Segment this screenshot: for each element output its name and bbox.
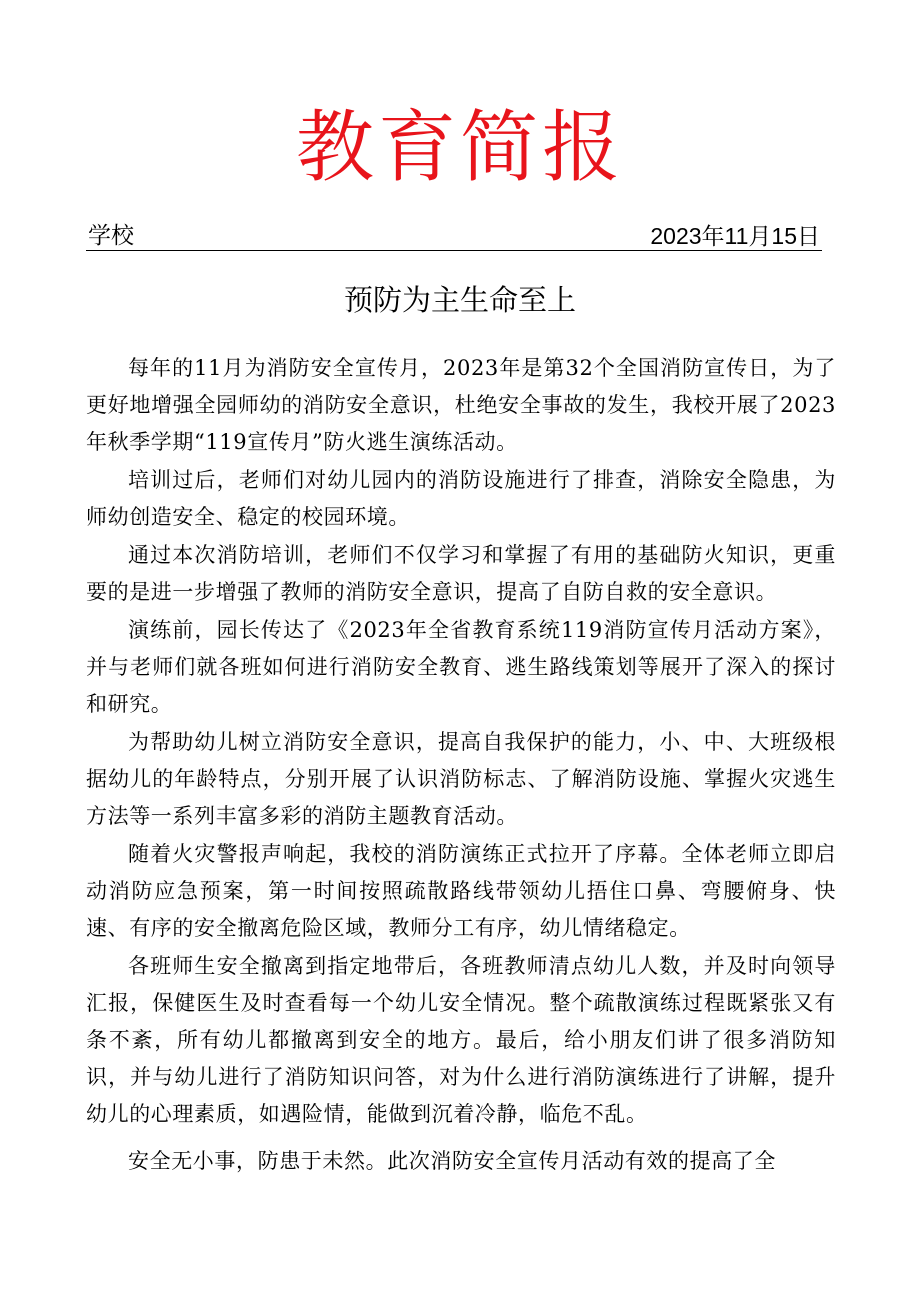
paragraph-7: 各班师生安全撤离到指定地带后，各班教师清点幼儿人数，并及时向领导汇报，保健医生及时查看每一个幼儿安全情况。整个疏散演练过程既紧张又有条不紊，所有幼儿都撤离到安全的地方。最后，给小朋友们讲了很多消防知识，并与幼儿进行了消防知识问答，对为什么进行消防演练进行了讲解，提升幼儿的心理素质，如遇险情，能做到沉着冷静，临危不乱。 xyxy=(86,954,836,1126)
paragraph-5: 为帮助幼儿树立消防安全意识，提高自我保护的能力，小、中、大班级根据幼儿的年龄特点，分别开展了认识消防标志、了解消防设施、掌握火灾逃生方法等一系列丰富多彩的消防主题教育活动。 xyxy=(86,730,836,828)
issue-date: 2023年11月15日 xyxy=(650,223,820,249)
school-date-line xyxy=(86,222,822,251)
paragraph-1: 每年的11月为消防安全宣传月，2023年是第32个全国消防宣传日，为了更好地增强全园师幼的消防安全意识，杜绝安全事故的发生，我校开展了2023年秋季学期“119宣传月”防火逃生演练活动。 xyxy=(86,356,836,454)
article-title: 预防为主生命至上 xyxy=(343,283,576,317)
masthead-title: 教育简报 xyxy=(295,103,624,193)
paragraph-2: 培训过后，老师们对幼儿园内的消防设施进行了排查，消除安全隐患，为师幼创造安全、稳定的校园环境。 xyxy=(86,468,836,529)
paragraph-8: 安全无小事，防患于未然。此次消防安全宣传月活动有效的提高了全 xyxy=(128,1149,776,1173)
article-body xyxy=(86,350,836,1181)
paragraph-3: 通过本次消防培训，老师们不仅学习和掌握了有用的基础防火知识，更重要的是进一步增强了教师的消防安全意识，提高了自防自救的安全意识。 xyxy=(86,543,836,604)
school-label: 学校 xyxy=(88,223,134,249)
paragraph-6: 随着火灾警报声响起，我校的消防演练正式拉开了序幕。全体老师立即启动消防应急预案，第一时间按照疏散路线带领幼儿捂住口鼻、弯腰俯身、快速、有序的安全撤离危险区域，教师分工有序，幼儿情绪稳定。 xyxy=(86,842,836,940)
paragraph-4: 演练前，园长传达了《2023年全省教育系统119消防宣传月活动方案》，并与老师们就各班如何进行消防安全教育、逃生路线策划等展开了深入的探讨和研究。 xyxy=(86,618,836,716)
